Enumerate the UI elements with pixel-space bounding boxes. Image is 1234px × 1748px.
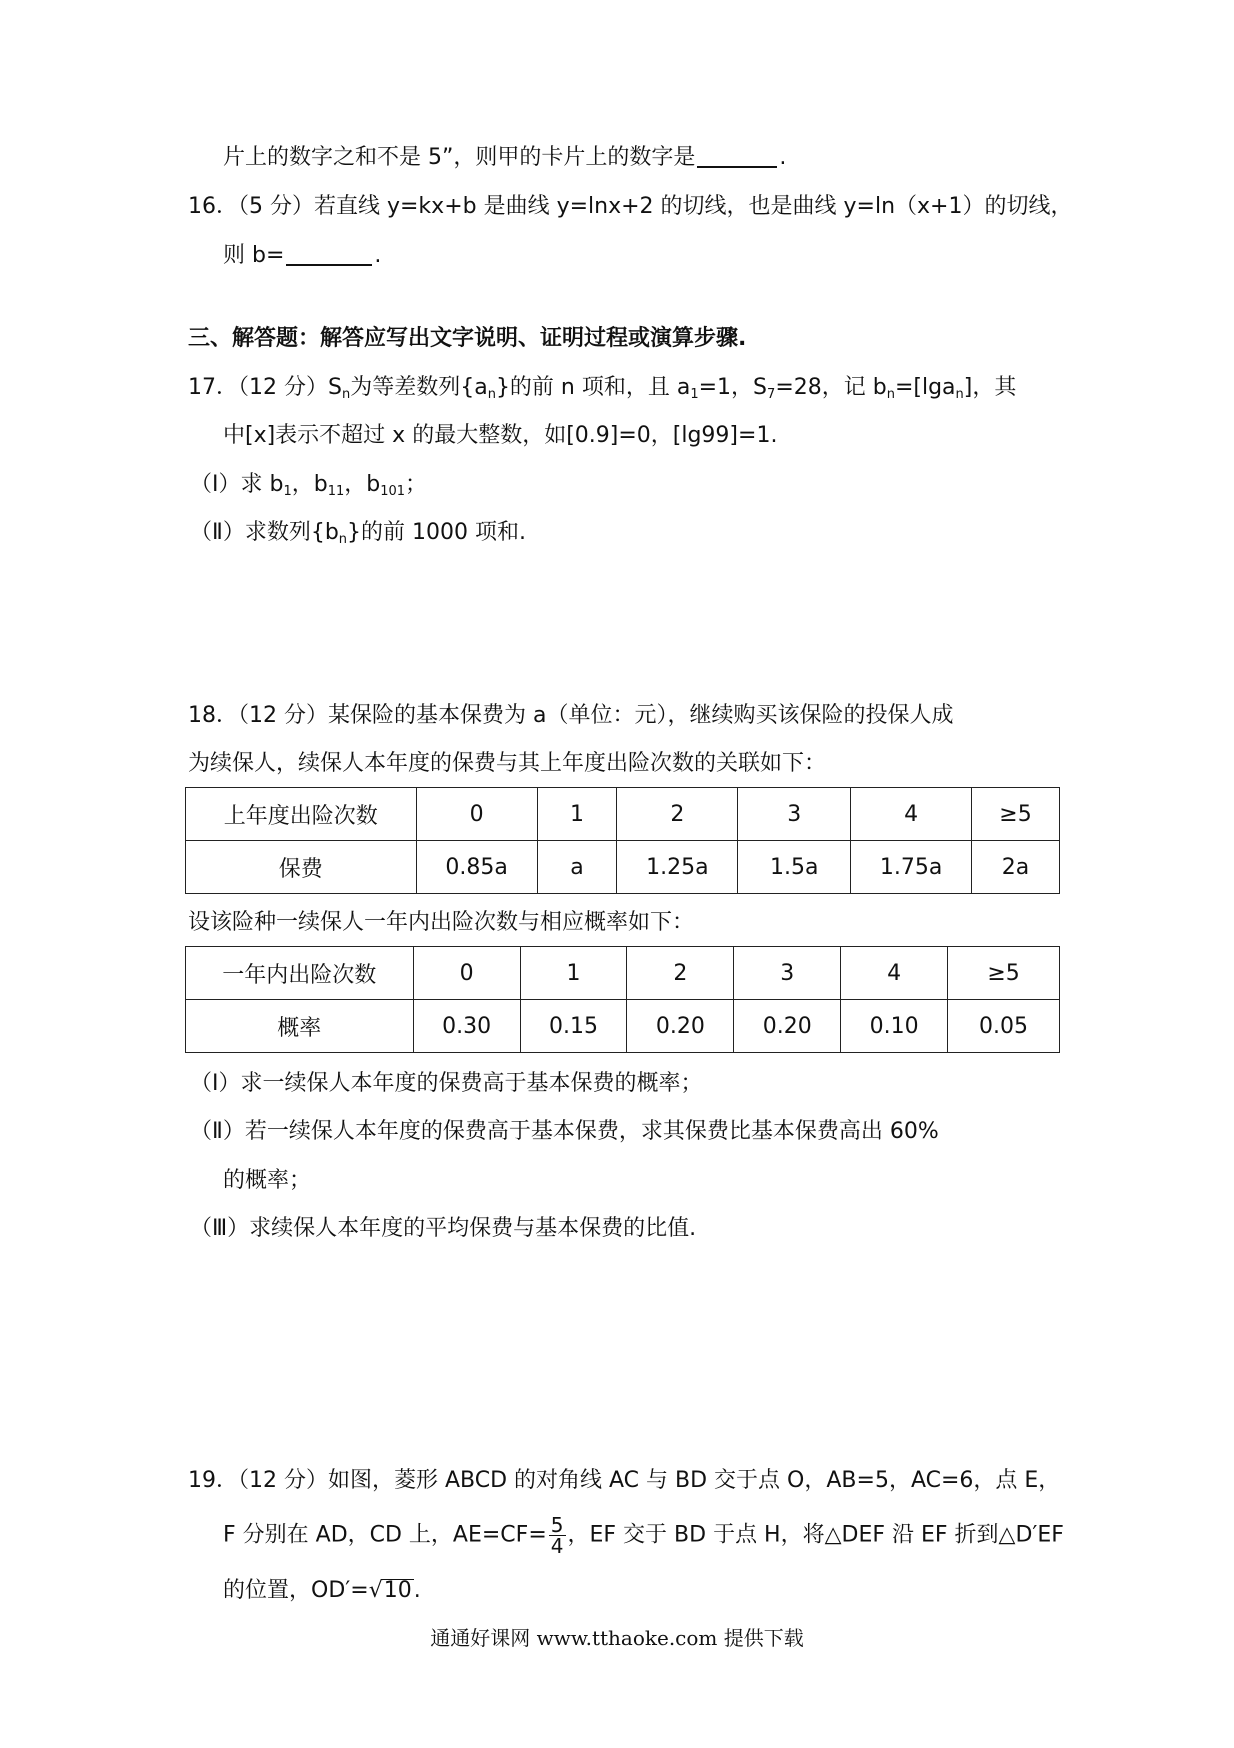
table-cell: 保费 xyxy=(186,841,417,894)
q17-l1-b: 为等差数列{a xyxy=(350,375,488,400)
q17-l1-d: =1，S xyxy=(698,375,768,400)
table-cell: 3 xyxy=(734,947,841,1000)
q18-part3: （Ⅲ）求续保人本年度的平均保费与基本保费的比值. xyxy=(190,1216,697,1241)
page-footer: 通通好课网 www.tthaoke.com 提供下载 xyxy=(430,1626,804,1650)
table-cell: 概率 xyxy=(186,1000,414,1053)
table-cell: 2 xyxy=(627,947,734,1000)
q17-l1-c: }的前 n 项和，且 a xyxy=(495,375,691,400)
q19-line2 xyxy=(223,1515,1064,1556)
q16-answer-blank xyxy=(286,242,372,266)
q18-line1: 18．（12 分）某保险的基本保费为 a（单位：元），继续购买该保险的投保人成 xyxy=(188,703,954,728)
q17-p1-b: ，b xyxy=(291,472,328,497)
q16-line2 xyxy=(223,241,381,271)
q18-part1: （Ⅰ）求一续保人本年度的保费高于基本保费的概率； xyxy=(190,1071,703,1096)
q16-line1: 16．（5 分）若直线 y=kx+b 是曲线 y=lnx+2 的切线，也是曲线 y=ln（x+1）的切线， xyxy=(188,194,1073,219)
table-row xyxy=(186,947,1060,1000)
q17-p1-c: ，b xyxy=(344,472,381,497)
table-cell: 0.20 xyxy=(627,1000,734,1053)
table-cell: 3 xyxy=(738,788,851,841)
q16-line2-end: . xyxy=(374,243,382,268)
q17-sub: 1 xyxy=(283,484,292,499)
q17-sub: 1 xyxy=(690,387,699,402)
q17-l1-f: =[lga xyxy=(894,375,956,400)
sqrt-symbol: √ xyxy=(368,1578,383,1603)
q18-part2-line1: （Ⅱ）若一续保人本年度的保费高于基本保费，求其保费比基本保费高出 60% xyxy=(190,1119,939,1144)
q15-answer-blank xyxy=(697,144,777,168)
table-cell: 0.10 xyxy=(841,1000,948,1053)
q17-p1-a: （Ⅰ）求 b xyxy=(190,472,284,497)
table-cell: 1.75a xyxy=(851,841,972,894)
q17-sub: n xyxy=(338,532,348,547)
fraction-denominator: 4 xyxy=(550,1534,564,1558)
table-cell: 0.30 xyxy=(413,1000,520,1053)
table-cell: 4 xyxy=(851,788,972,841)
q17-p2-a: （Ⅱ）求数列{b xyxy=(190,520,339,545)
table-cell: 一年内出险次数 xyxy=(186,947,414,1000)
q19-l2-a: F 分别在 AD，CD 上，AE=CF= xyxy=(223,1522,547,1548)
q15-tail-text: 片上的数字之和不是 5”，则甲的卡片上的数字是 xyxy=(223,145,696,170)
q17-l1-g: ]，其 xyxy=(963,375,1017,400)
q17-part2 xyxy=(190,518,526,548)
q17-p2-b: }的前 1000 项和. xyxy=(347,520,527,545)
table-row xyxy=(186,788,1060,841)
q17-l1-a: 17．（12 分）S xyxy=(188,375,342,400)
table-cell: 0 xyxy=(413,947,520,1000)
q19-l3-a: 的位置，OD′= xyxy=(223,1578,369,1603)
table-cell: 0.05 xyxy=(948,1000,1060,1053)
table-cell: a xyxy=(537,841,617,894)
table-cell: 2 xyxy=(617,788,738,841)
table-cell: 0.20 xyxy=(734,1000,841,1053)
probability-table xyxy=(185,946,1060,1053)
q18-line2: 为续保人，续保人本年度的保费与其上年度出险次数的关联如下： xyxy=(188,751,827,776)
section3-heading: 三、解答题：解答应写出文字说明、证明过程或演算步骤. xyxy=(188,326,747,351)
q18-part2-line2: 的概率； xyxy=(223,1168,312,1193)
table-cell: ≥5 xyxy=(972,788,1060,841)
table-row xyxy=(186,1000,1060,1053)
table-cell: 4 xyxy=(841,947,948,1000)
q19-line1: 19．（12 分）如图，菱形 ABCD 的对角线 AC 与 BD 交于点 O，AB=5，AC=6，点 E， xyxy=(188,1468,1061,1493)
table-cell: 1.5a xyxy=(738,841,851,894)
q17-sub: 101 xyxy=(380,484,406,499)
q17-sub: n xyxy=(955,387,964,402)
q17-sub: n xyxy=(487,387,496,402)
q19-l3-b: . xyxy=(413,1578,421,1603)
table-cell: ≥5 xyxy=(948,947,1060,1000)
table-cell: 0 xyxy=(416,788,537,841)
q18-mid-line: 设该险种一续保人一年内出险次数与相应概率如下： xyxy=(188,910,695,935)
premium-table xyxy=(185,787,1060,894)
q19-l2-b: ，EF 交于 BD 于点 H，将△DEF 沿 EF 折到△D′EF xyxy=(567,1522,1064,1548)
sqrt-radicand: 10 xyxy=(383,1578,412,1603)
fraction-numerator: 5 xyxy=(550,1513,564,1537)
q17-sub: 11 xyxy=(327,484,345,499)
q17-part1 xyxy=(190,470,427,500)
table-cell: 0.15 xyxy=(520,1000,627,1053)
table-cell: 上年度出险次数 xyxy=(186,788,417,841)
q17-l1-e: =28，记 b xyxy=(775,375,887,400)
table-cell: 0.85a xyxy=(416,841,537,894)
table-cell: 2a xyxy=(972,841,1060,894)
q17-sub: n xyxy=(886,387,895,402)
q19-line3 xyxy=(223,1576,421,1606)
q17-line2: 中[x]表示不超过 x 的最大整数，如[0.9]=0，[lg99]=1. xyxy=(223,423,778,448)
q15-tail-line xyxy=(223,143,786,173)
q17-sub: 7 xyxy=(767,387,776,402)
table-cell: 1 xyxy=(520,947,627,1000)
fraction xyxy=(549,1515,566,1556)
table-cell: 1.25a xyxy=(617,841,738,894)
table-row xyxy=(186,841,1060,894)
q17-sub: n xyxy=(341,387,351,402)
q17-p1-d: ； xyxy=(405,472,428,497)
q17-line1 xyxy=(188,373,1016,403)
q16-line2-pre: 则 b= xyxy=(223,243,285,268)
table-cell: 1 xyxy=(537,788,617,841)
q15-tail-end: . xyxy=(779,145,787,170)
